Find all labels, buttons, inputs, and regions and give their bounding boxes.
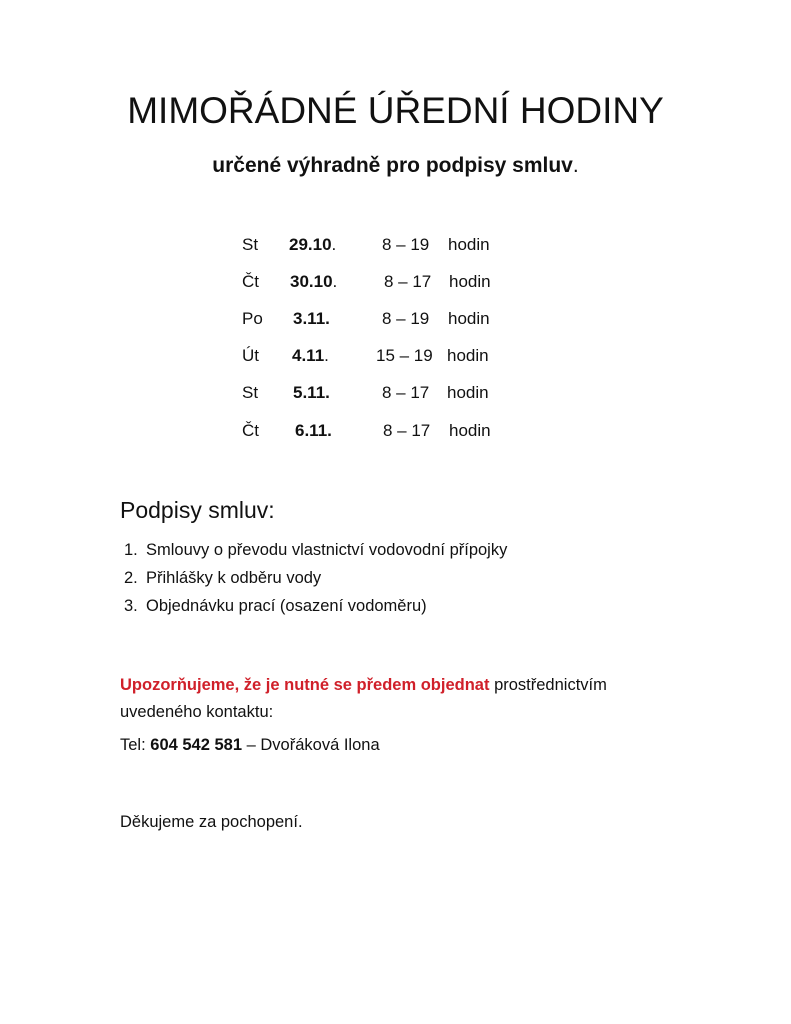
list-item-number: 1.: [124, 541, 138, 559]
schedule-row: [0, 272, 791, 302]
schedule-date: 6.11.: [295, 421, 332, 440]
list-item-text: Přihlášky k odběru vody: [146, 569, 322, 587]
schedule-hours: 8 – 19: [382, 235, 430, 254]
schedule-unit: hodin: [447, 346, 489, 365]
schedule-hours: 8 – 17: [384, 272, 432, 291]
contact-phone: 604 542 581: [150, 736, 243, 754]
schedule-hours: 8 – 17: [382, 383, 430, 402]
subtitle-period: .: [572, 154, 579, 177]
list-item: [124, 541, 507, 569]
schedule-day: Út: [242, 346, 259, 365]
schedule-day: St: [242, 383, 259, 402]
schedule-row: [0, 346, 791, 376]
contact-name: Dvořáková Ilona: [260, 736, 380, 754]
notice-warning: Upozorňujeme, že je nutné se předem objednat: [120, 676, 490, 694]
list-item-text: Smlouvy o převodu vlastnictví vodovodní přípojky: [146, 541, 508, 559]
schedule-day: Čt: [242, 421, 259, 440]
schedule-date: 30.10.: [290, 272, 338, 291]
schedule-date: 29.10.: [289, 235, 337, 254]
page-title: MIMOŘÁDNÉ ÚŘEDNÍ HODINY: [127, 90, 664, 131]
schedule-hours: 8 – 17: [383, 421, 431, 440]
schedule-unit: hodin: [447, 383, 489, 402]
schedule-row: [0, 421, 791, 451]
list-item: [124, 597, 507, 625]
closing-text: Děkujeme za pochopení.: [120, 813, 303, 831]
list-item-number: 3.: [124, 597, 138, 615]
schedule-row: [0, 309, 791, 339]
schedule-unit: hodin: [449, 421, 491, 440]
schedule-unit: hodin: [449, 272, 491, 291]
page-subtitle: [0, 154, 791, 178]
schedule-day: Čt: [242, 272, 259, 291]
subtitle-text: určené výhradně pro podpisy smluv: [212, 154, 573, 177]
schedule-day: Po: [242, 309, 263, 328]
schedule-row: [0, 383, 791, 413]
schedule-unit: hodin: [448, 309, 490, 328]
schedule-date: 5.11.: [293, 383, 330, 402]
schedule-date: 3.11.: [293, 309, 330, 328]
contracts-list: [124, 541, 507, 625]
list-item-text: Objednávku prací (osazení vodoměru): [146, 597, 427, 615]
contact-separator: –: [242, 736, 261, 754]
list-item-number: 2.: [124, 569, 138, 587]
contact-label: Tel:: [120, 736, 151, 754]
schedule-day: St: [242, 235, 259, 254]
contact-line: [120, 736, 380, 755]
notice-paragraph: [120, 672, 680, 726]
contracts-heading: Podpisy smluv:: [120, 497, 275, 523]
schedule-unit: hodin: [448, 235, 490, 254]
schedule-row: [0, 235, 791, 265]
notice-text: prostřednictvím uvedeného kontaktu:: [120, 676, 607, 721]
schedule-hours: 15 – 19: [376, 346, 433, 365]
list-item: [124, 569, 507, 597]
schedule-hours: 8 – 19: [382, 309, 430, 328]
schedule-date: 4.11.: [292, 346, 329, 365]
